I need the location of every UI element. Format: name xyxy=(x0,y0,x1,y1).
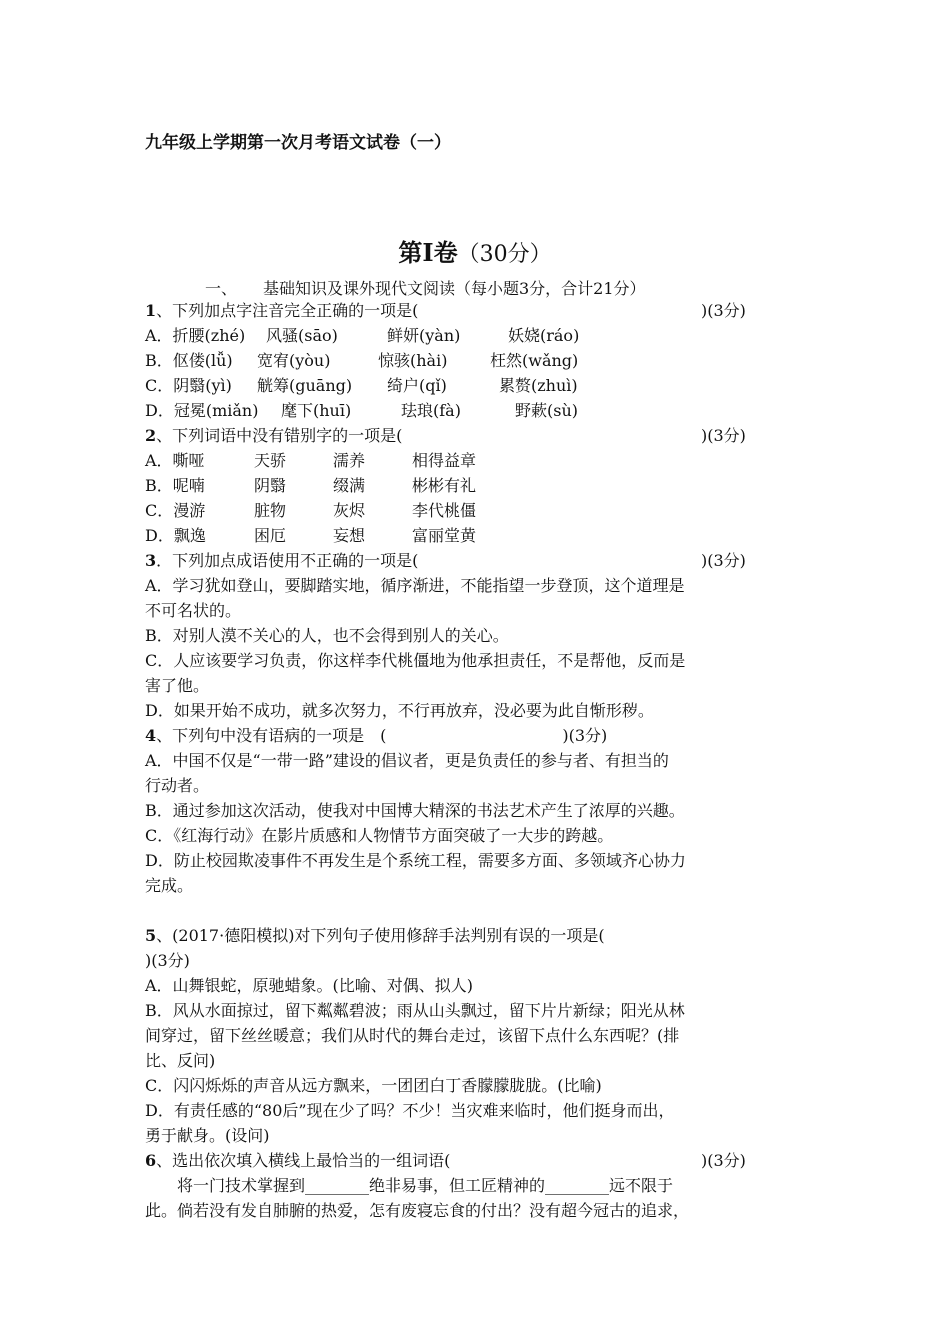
question-3-line: A．学习犹如登山，要脚踏实地，循序渐进，不能指望一步登顶，这个道理是 xyxy=(145,576,685,595)
question-5-line: D．有责任感的“80后”现在少了吗？不少！当灾难来临时，他们挺身而出， xyxy=(145,1101,675,1120)
question-4-line: C．《红海行动》在影片质感和人物情节方面突破了一大步的跨越。 xyxy=(145,826,614,845)
section-heading xyxy=(205,276,646,299)
question-1-option: A．折腰(zhé) 风骚(sāo) 鲜妍(yàn) 妖娆(ráo) xyxy=(145,326,580,345)
blank-line xyxy=(145,898,815,923)
question-2-option: D．飘逸 困厄 妄想 富丽堂黄 xyxy=(145,526,477,545)
question-2-option: B．呢喃 阴翳 缀满 彬彬有礼 xyxy=(145,476,477,495)
question-3-line: 不可名状的。 xyxy=(145,601,242,620)
question-3-line: C．人应该要学习负责，你这样李代桃僵地为他承担责任，不是帮他，反而是 xyxy=(145,651,686,670)
document-title: 九年级上学期第一次月考语文试卷（一） xyxy=(145,133,451,153)
question-3-line: D．如果开始不成功，就多次努力，不行再放弃，没必要为此自惭形秽。 xyxy=(145,701,654,720)
question-body xyxy=(145,298,815,1223)
question-6-line: 此。倘若没有发自肺腑的热爱，怎有废寝忘食的付出？没有超今冠古的追求， xyxy=(145,1201,690,1220)
question-4-line: A．中国不仅是“一带一路”建设的倡议者，更是负责任的参与者、有担当的 xyxy=(145,751,669,770)
question-5-line: B．风从水面掠过，留下粼粼碧波；雨从山头飘过，留下片片新绿；阳光从林 xyxy=(145,1001,685,1020)
question-3-stem: 3．下列加点成语使用不正确的一项是( )(3分) xyxy=(145,548,815,573)
question-5-line: 间穿过，留下丝丝暖意；我们从时代的舞台走过，该留下点什么东西呢？(排 xyxy=(145,1026,680,1045)
question-score: )(3分) xyxy=(701,426,746,445)
question-4-line: 完成。 xyxy=(145,876,194,895)
section-label: 基础知识及课外现代文阅读（每小题3分，合计21分） xyxy=(263,279,646,298)
question-3-line: 害了他。 xyxy=(145,676,210,695)
question-1-option: C．阴翳(yì) 觥筹(guāng) 绮户(qǐ) 累赘(zhuì) xyxy=(145,376,578,395)
question-3-line: B．对别人漠不关心的人，也不会得到别人的关心。 xyxy=(145,626,509,645)
volume-score: （30分） xyxy=(457,242,552,267)
question-5-stem: 5、(2017·德阳模拟)对下列句子使用修辞手法判别有误的一项是( xyxy=(145,926,605,945)
question-2-option: C．漫游 脏物 灰烬 李代桃僵 xyxy=(145,501,477,520)
question-5-line: )(3分) xyxy=(145,951,190,970)
question-6-line: 将一门技术掌握到________绝非易事，但工匠精神的________远不限于 xyxy=(177,1176,674,1195)
question-4-line: B．通过参加这次活动，使我对中国博大精深的书法艺术产生了浓厚的兴趣。 xyxy=(145,801,685,820)
question-1-option: D．冠冕(miǎn) 麾下(huī) 珐琅(fà) 野蔌(sù) xyxy=(145,401,579,420)
section-number: 一、 xyxy=(205,279,238,298)
question-5-line: C．闪闪烁烁的声音从远方飘来，一团团白丁香朦朦胧胧。(比喻) xyxy=(145,1076,602,1095)
volume-title xyxy=(0,233,950,268)
volume-label: 第Ⅰ卷 xyxy=(398,238,458,267)
question-1-stem: 1、下列加点字注音完全正确的一项是( )(3分) xyxy=(145,298,815,323)
question-2-option: A．嘶哑 天骄 濡养 相得益章 xyxy=(145,451,477,470)
question-5-line: 比、反问) xyxy=(145,1051,216,1070)
question-4-stem: 4、下列句中没有语病的一项是 ( )(3分) xyxy=(145,726,608,745)
question-5-line: 勇于献身。(设问) xyxy=(145,1126,270,1145)
question-6-stem: 6、选出依次填入横线上最恰当的一组词语( )(3分) xyxy=(145,1148,815,1173)
question-score: )(3分) xyxy=(701,1151,746,1170)
question-score: )(3分) xyxy=(701,301,746,320)
question-score: )(3分) xyxy=(701,551,746,570)
question-2-stem: 2、下列词语中没有错别字的一项是( )(3分) xyxy=(145,423,815,448)
question-4-line: 行动者。 xyxy=(145,776,210,795)
question-5-line: A．山舞银蛇，原驰蜡象。(比喻、对偶、拟人) xyxy=(145,976,474,995)
question-1-option: B．伛偻(lǚ) 宽宥(yòu) 惊骇(hài) 枉然(wǎng) xyxy=(145,351,579,370)
question-4-line: D．防止校园欺凌事件不再发生是个系统工程，需要多方面、多领域齐心协力 xyxy=(145,851,686,870)
